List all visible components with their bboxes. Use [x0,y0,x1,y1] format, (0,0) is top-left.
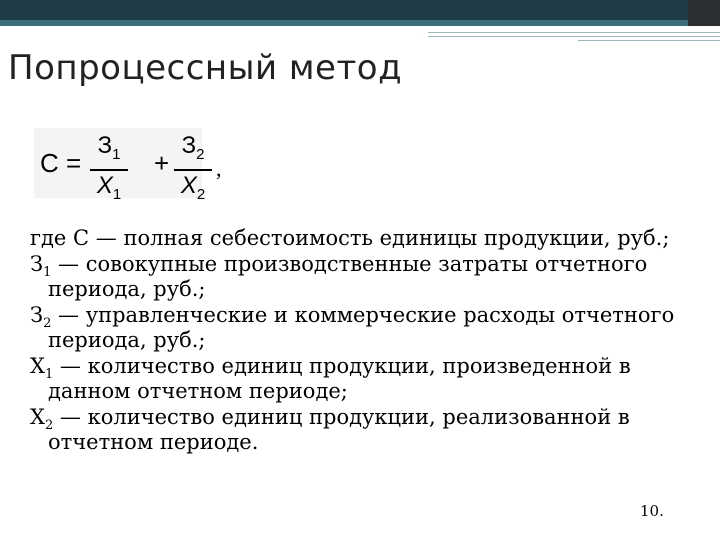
top-corner-block [688,0,720,26]
definition-item: $З_2$ — управленческие и коммерческие расходы отчетного периода, руб.; [30,302,675,352]
page-number: 10. [640,502,664,520]
formula-comma: , [216,156,222,181]
decorative-lines [428,32,720,44]
slide-title: Попроцессный метод [8,48,403,88]
fraction-2-numerator: З [181,132,197,159]
definition-item: $Х_1$ — количество единиц продукции, произведенной в данном отчетном периоде; [30,353,631,403]
top-band-accent [0,20,720,26]
formula-plus: + [154,148,170,178]
definition-item: $З_1$ — совокупные производственные затраты отчетного периода, руб.; [30,251,648,301]
cost-formula [34,128,222,203]
fraction-1: $З_1$ $X_1$ [90,132,128,210]
formula-lhs: С = [40,148,82,178]
top-decorative-bar [0,0,720,26]
fraction-2: $З_2$ $X_2$ [174,132,212,210]
fraction-1-denominator: X [96,171,113,199]
definitions-list [30,226,680,456]
definition-item: $Х_2$ — количество единиц продукции, реализованной в отчетном периоде. [30,404,630,454]
fraction-1-numerator: З [97,132,113,159]
top-band [0,0,720,20]
fraction-2-denominator: X [180,171,197,199]
definition-item: где С — полная себестоимость единицы продукции, руб.; [30,226,670,250]
